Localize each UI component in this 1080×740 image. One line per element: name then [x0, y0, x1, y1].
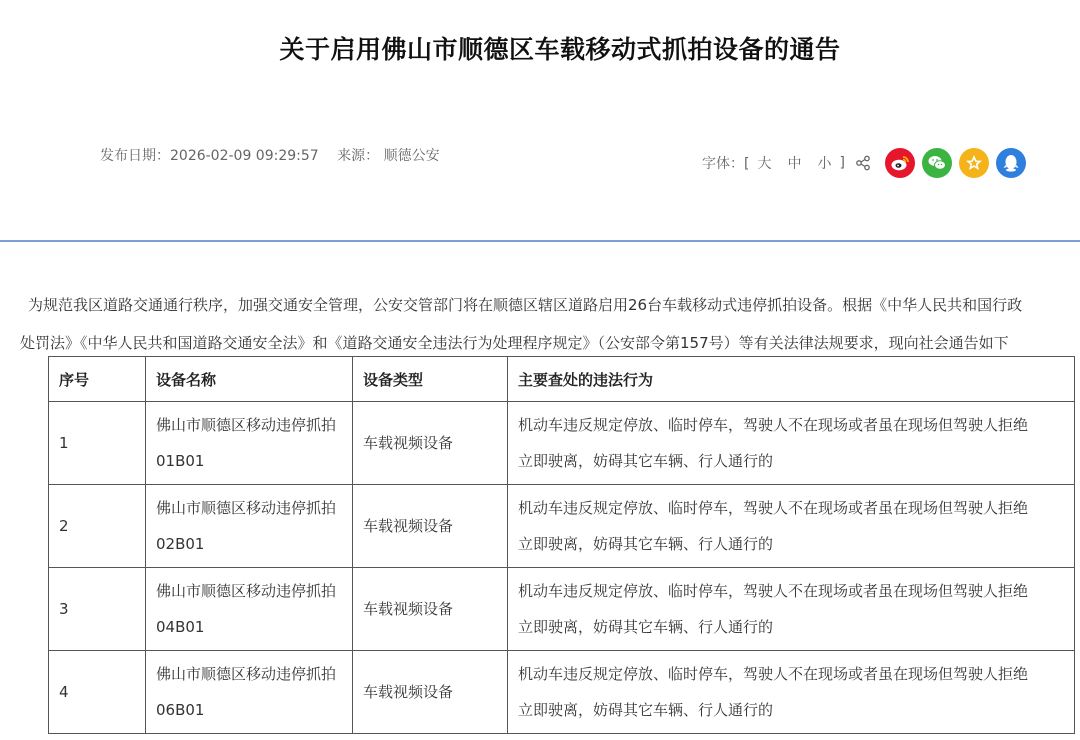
social-share-group	[885, 148, 1026, 178]
publish-date: 发布日期：2026-02-09 09:29:57	[100, 148, 319, 164]
cell-device-name	[146, 651, 353, 734]
col-header-device-name: 设备名称	[146, 357, 353, 402]
table-row	[49, 651, 1075, 734]
cell-device-name	[146, 568, 353, 651]
font-size-medium-button[interactable]: 中	[787, 156, 802, 172]
article-toolbar	[702, 148, 1026, 178]
cell-violation	[508, 568, 1075, 651]
page-title: 关于启用佛山市顺德区车载移动式抓拍设备的通告	[279, 35, 841, 64]
device-name-line1: 佛山市顺德区移动违停抓拍	[156, 499, 337, 517]
cell-number: 3	[49, 568, 146, 651]
violation-line2: 立即驶离，妨碍其它车辆、行人通行的	[518, 701, 774, 719]
device-name-line1: 佛山市顺德区移动违停抓拍	[156, 416, 337, 434]
font-size-small-button[interactable]: 小	[817, 156, 832, 172]
table-row	[49, 402, 1075, 485]
violation-line1: 机动车违反规定停放、临时停车，驾驶人不在现场或者虽在现场但驾驶人拒绝	[518, 582, 1029, 600]
device-name-line2: 06B01	[156, 701, 205, 719]
font-size-label: 字体：[	[702, 156, 750, 172]
table-header-row	[49, 357, 1075, 402]
violation-line2: 立即驶离，妨碍其它车辆、行人通行的	[518, 535, 774, 553]
violation-line2: 立即驶离，妨碍其它车辆、行人通行的	[518, 618, 774, 636]
weibo-icon[interactable]	[885, 148, 915, 178]
article-meta	[100, 145, 454, 165]
wechat-icon[interactable]	[922, 148, 952, 178]
table-row	[49, 485, 1075, 568]
cell-number: 2	[49, 485, 146, 568]
device-name-line1: 佛山市顺德区移动违停抓拍	[156, 582, 337, 600]
cell-violation	[508, 651, 1075, 734]
font-size-large-button[interactable]: 大	[757, 156, 772, 172]
device-table	[48, 356, 1075, 734]
font-size-bracket: ]	[839, 155, 845, 171]
article-source: 来源： 顺德公安	[337, 148, 440, 164]
cell-device-name	[146, 402, 353, 485]
violation-line1: 机动车违反规定停放、临时停车，驾驶人不在现场或者虽在现场但驾驶人拒绝	[518, 499, 1029, 517]
cell-number: 1	[49, 402, 146, 485]
device-name-line2: 04B01	[156, 618, 205, 636]
article-intro	[20, 286, 1080, 362]
table-row	[49, 568, 1075, 651]
cell-device-type: 车载视频设备	[353, 568, 508, 651]
cell-device-name	[146, 485, 353, 568]
cell-device-type: 车载视频设备	[353, 402, 508, 485]
share-icon[interactable]	[855, 155, 871, 171]
qq-icon[interactable]	[996, 148, 1026, 178]
violation-line2: 立即驶离，妨碍其它车辆、行人通行的	[518, 452, 774, 470]
cell-violation	[508, 402, 1075, 485]
favorite-star-icon[interactable]	[959, 148, 989, 178]
device-name-line2: 01B01	[156, 452, 205, 470]
intro-line-2: 处罚法》《中华人民共和国道路交通安全法》和《道路交通安全违法行为处理程序规定》（公安部令第157号）等有关法律法规要求，现向社会通告如下	[20, 334, 1009, 352]
header-divider	[0, 240, 1080, 242]
device-name-line2: 02B01	[156, 535, 205, 553]
col-header-violation: 主要查处的违法行为	[508, 357, 1075, 402]
cell-device-type: 车载视频设备	[353, 651, 508, 734]
violation-line1: 机动车违反规定停放、临时停车，驾驶人不在现场或者虽在现场但驾驶人拒绝	[518, 416, 1029, 434]
device-name-line1: 佛山市顺德区移动违停抓拍	[156, 665, 337, 683]
violation-line1: 机动车违反规定停放、临时停车，驾驶人不在现场或者虽在现场但驾驶人拒绝	[518, 665, 1029, 683]
cell-device-type: 车载视频设备	[353, 485, 508, 568]
intro-line-1: 为规范我区道路交通通行秩序，加强交通安全管理，公安交管部门将在顺德区辖区道路启用26台车载移动式违停抓拍设备。根据《中华人民共和国行政	[28, 296, 1023, 314]
cell-violation	[508, 485, 1075, 568]
col-header-number: 序号	[49, 357, 146, 402]
cell-number: 4	[49, 651, 146, 734]
col-header-device-type: 设备类型	[353, 357, 508, 402]
